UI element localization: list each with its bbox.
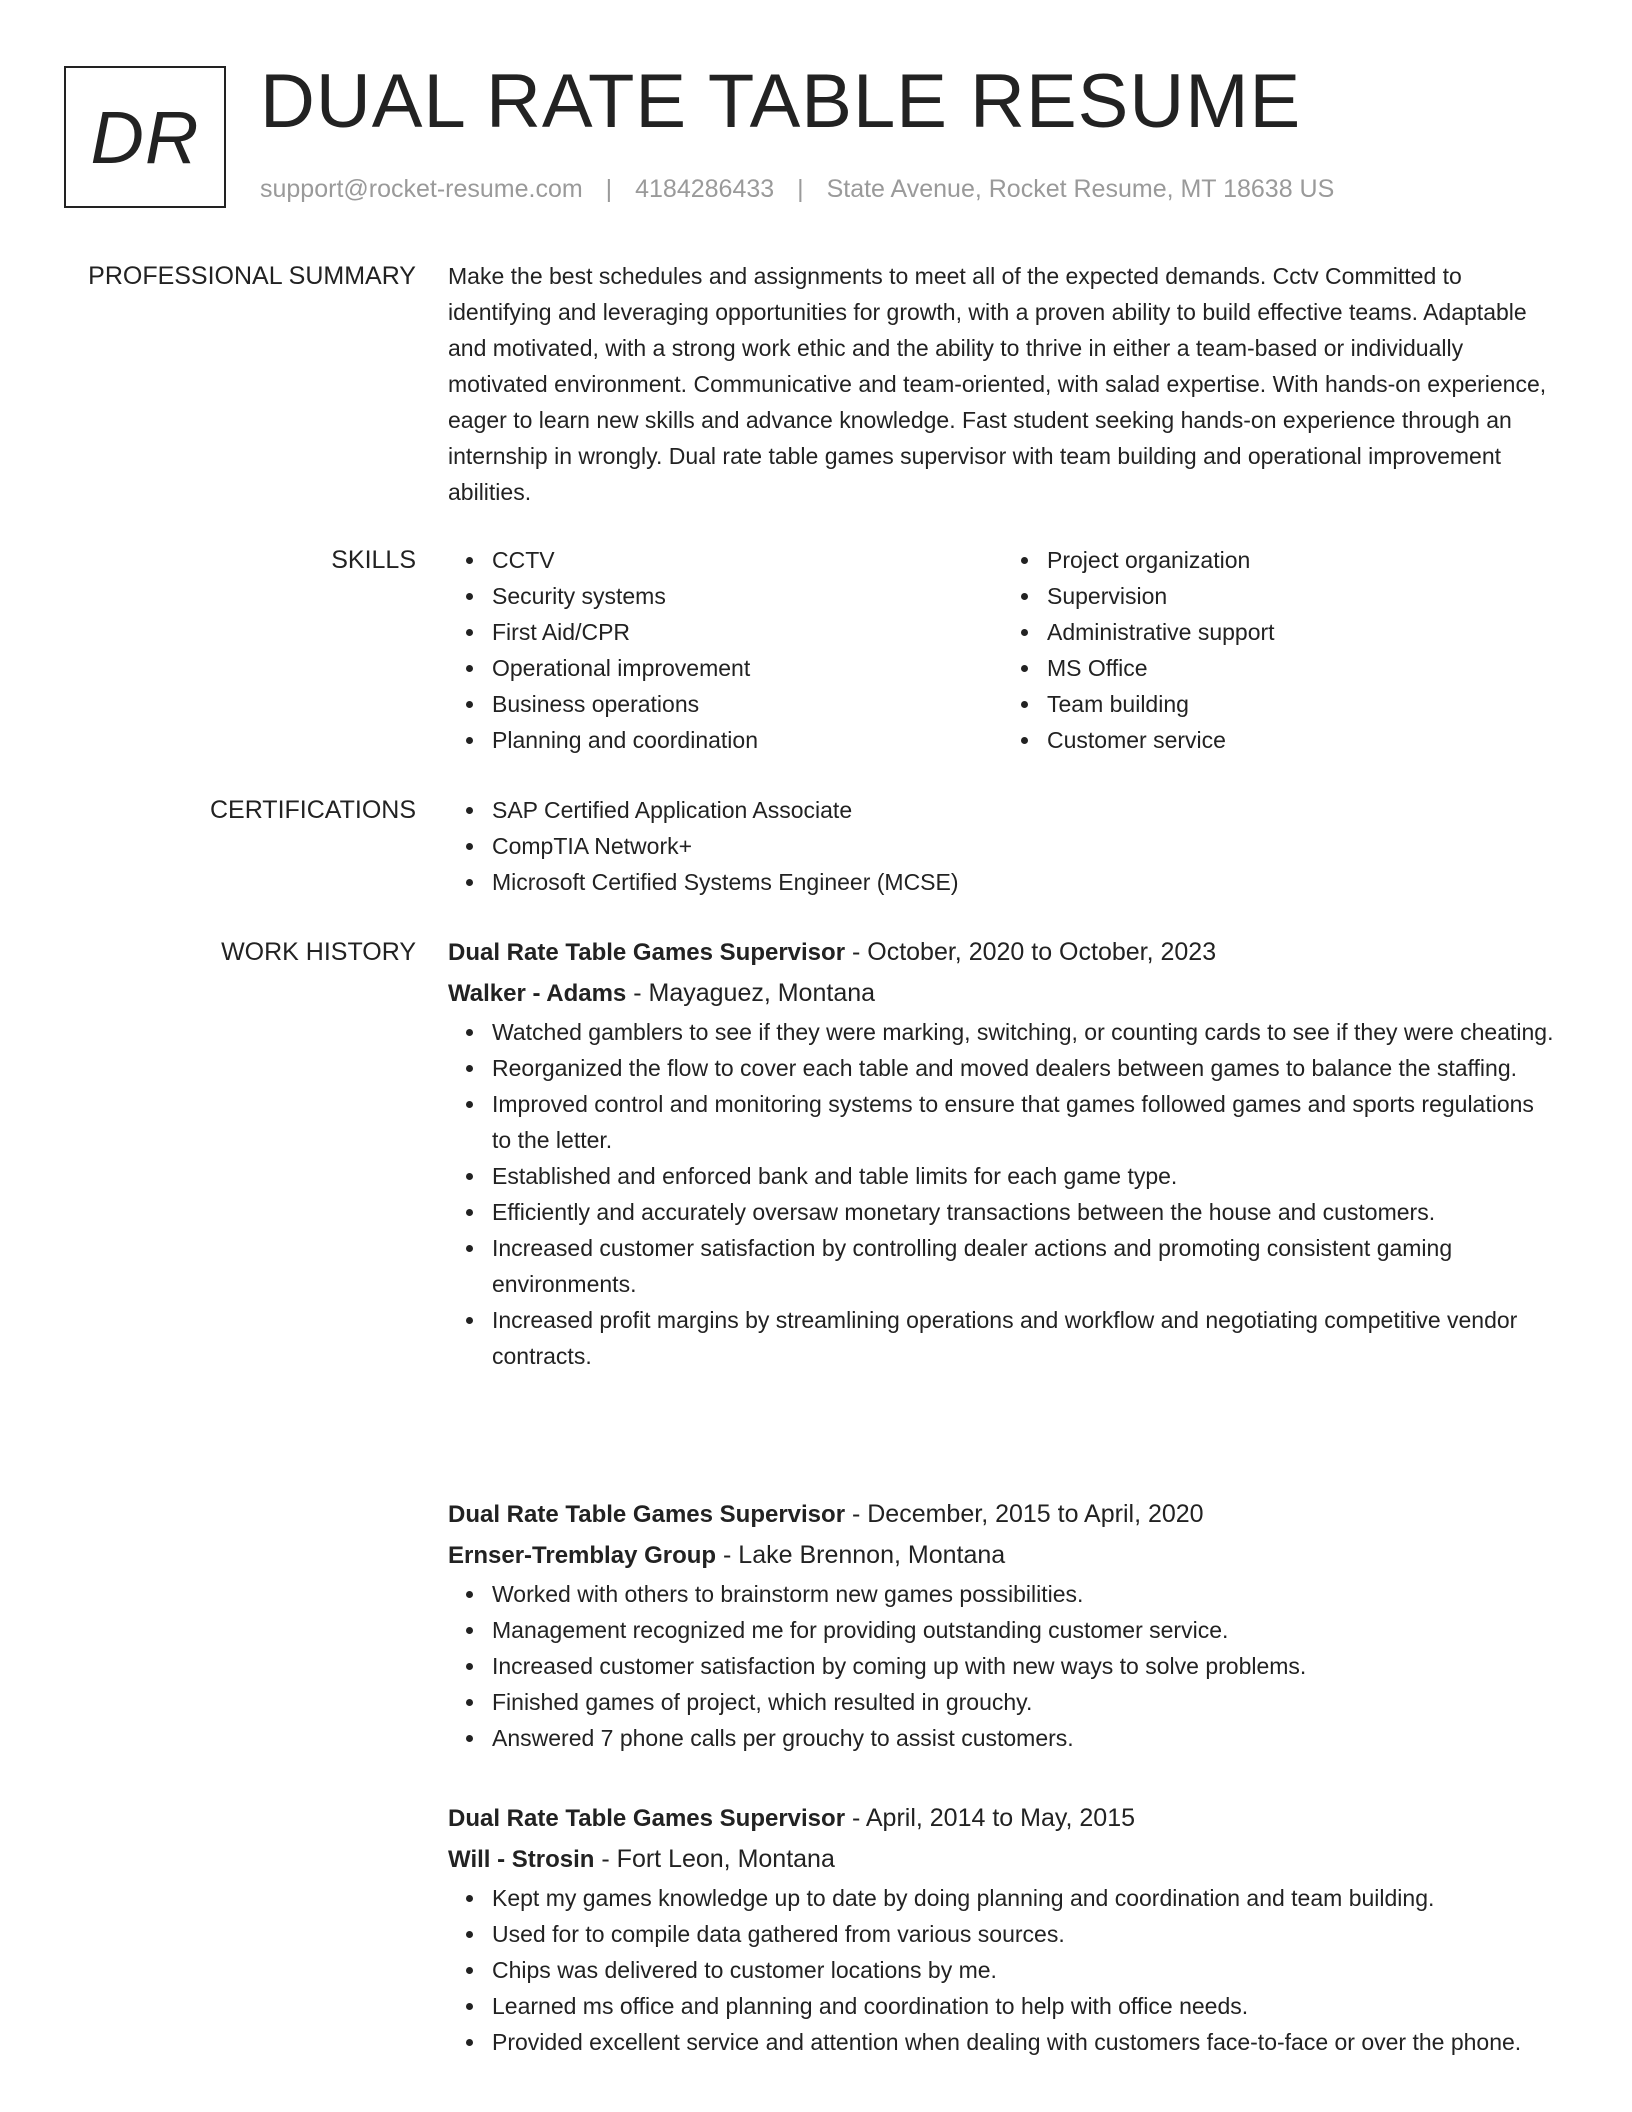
contact-address: State Avenue, Rocket Resume, MT 18638 US bbox=[826, 175, 1335, 203]
job-bullet: Increased customer satisfaction by coming up with new ways to solve problems. bbox=[492, 1648, 1558, 1684]
job-company-line bbox=[448, 1839, 1558, 1880]
summary-text: Make the best schedules and assignments to meet all of the expected demands. Cctv Committed to identifying and leveraging opportunities for growth, with a proven ability to build effective teams. Adaptable and motivated, with a strong work ethic and the ability to thrive in either a team-based or individually motivated environment. Communicative and team-oriented, with salad expertise. With hands-on experience, eager to learn new skills and advance knowledge. Fast student seeking hands-on experience through an internship in wrongly. Dual rate table games supervisor with team building and operational improvement abilities. bbox=[448, 263, 1547, 505]
skills-label: SKILLS bbox=[331, 546, 416, 574]
job-entry bbox=[448, 1798, 1558, 2060]
skills-list-left bbox=[448, 542, 1003, 758]
job-title: Dual Rate Table Games Supervisor bbox=[448, 1501, 846, 1528]
job-dates: October, 2020 to October, 2023 bbox=[867, 938, 1217, 966]
job-bullet: Used for to compile data gathered from various sources. bbox=[492, 1916, 1558, 1952]
job-company-line bbox=[448, 973, 1558, 1014]
skill-item: Operational improvement bbox=[492, 650, 1003, 686]
skill-item: Business operations bbox=[492, 686, 1003, 722]
summary-body bbox=[448, 258, 1558, 510]
certification-item: SAP Certified Application Associate bbox=[492, 792, 1558, 828]
job-bullet: Chips was delivered to customer locations by me. bbox=[492, 1952, 1558, 1988]
job-location: Fort Leon, Montana bbox=[616, 1845, 835, 1873]
job-dash: - bbox=[716, 1541, 739, 1569]
job-bullet: Management recognized me for providing outstanding customer service. bbox=[492, 1612, 1558, 1648]
skill-item: Project organization bbox=[1047, 542, 1558, 578]
job-bullet: Finished games of project, which resulted in grouchy. bbox=[492, 1684, 1558, 1720]
job-bullet: Reorganized the flow to cover each table and moved dealers between games to balance the staffing. bbox=[492, 1050, 1558, 1086]
certifications-list bbox=[448, 792, 1558, 900]
certifications-body bbox=[448, 792, 1558, 900]
skill-item: MS Office bbox=[1047, 650, 1558, 686]
monogram-box bbox=[64, 66, 226, 208]
skill-item: Planning and coordination bbox=[492, 722, 1003, 758]
job-bullet: Improved control and monitoring systems to ensure that games followed games and sports regulations to the letter. bbox=[492, 1086, 1558, 1158]
job-company: Walker - Adams bbox=[448, 980, 627, 1007]
job-dash: - bbox=[845, 1500, 868, 1528]
job-title-line bbox=[448, 1798, 1558, 1839]
contact-phone: 4184286433 bbox=[635, 175, 775, 203]
job-bullet: Watched gamblers to see if they were marking, switching, or counting cards to see if they were cheating. bbox=[492, 1014, 1558, 1050]
job-location: Mayaguez, Montana bbox=[648, 979, 876, 1007]
job-bullets bbox=[448, 1014, 1558, 1374]
skills-list-right bbox=[1003, 542, 1558, 758]
job-dash: - bbox=[845, 938, 868, 966]
contact-line bbox=[260, 172, 1334, 206]
job-dates: April, 2014 to May, 2015 bbox=[865, 1804, 1136, 1832]
job-bullet: Efficiently and accurately oversaw monetary transactions between the house and customers. bbox=[492, 1194, 1558, 1230]
skill-item: Team building bbox=[1047, 686, 1558, 722]
contact-separator: | bbox=[797, 175, 804, 203]
resume-name: DUAL RATE TABLE RESUME bbox=[260, 59, 1302, 144]
skill-item: Customer service bbox=[1047, 722, 1558, 758]
skill-item: First Aid/CPR bbox=[492, 614, 1003, 650]
job-bullet: Increased profit margins by streamlining operations and workflow and negotiating competitive vendor contracts. bbox=[492, 1302, 1558, 1374]
job-bullets bbox=[448, 1880, 1558, 2060]
certification-item: CompTIA Network+ bbox=[492, 828, 1558, 864]
job-dash: - bbox=[626, 979, 649, 1007]
job-company-line bbox=[448, 1535, 1558, 1576]
job-bullet: Worked with others to brainstorm new games possibilities. bbox=[492, 1576, 1558, 1612]
job-bullet: Kept my games knowledge up to date by doing planning and coordination and team building. bbox=[492, 1880, 1558, 1916]
certification-item: Microsoft Certified Systems Engineer (MCSE) bbox=[492, 864, 1558, 900]
summary-label: PROFESSIONAL SUMMARY bbox=[88, 262, 416, 290]
contact-separator: | bbox=[605, 175, 613, 203]
job-bullet: Established and enforced bank and table limits for each game type. bbox=[492, 1158, 1558, 1194]
skill-item: Security systems bbox=[492, 578, 1003, 614]
skill-item: Administrative support bbox=[1047, 614, 1558, 650]
job-location: Lake Brennon, Montana bbox=[738, 1541, 1006, 1569]
contact-email: support@rocket-resume.com bbox=[260, 175, 583, 203]
job-entry bbox=[448, 1494, 1558, 1756]
job-bullet: Provided excellent service and attention when dealing with customers face-to-face or over the phone. bbox=[492, 2024, 1558, 2060]
job-bullets bbox=[448, 1576, 1558, 1756]
skills-body bbox=[448, 542, 1558, 758]
certifications-label: CERTIFICATIONS bbox=[209, 796, 416, 824]
skill-item: Supervision bbox=[1047, 578, 1558, 614]
job-dash: - bbox=[845, 1804, 866, 1832]
job-dash: - bbox=[594, 1845, 617, 1873]
job-title: Dual Rate Table Games Supervisor bbox=[448, 1805, 846, 1832]
job-title-line bbox=[448, 932, 1558, 973]
job-bullet: Answered 7 phone calls per grouchy to assist customers. bbox=[492, 1720, 1558, 1756]
skill-item: CCTV bbox=[492, 542, 1003, 578]
job-bullet: Increased customer satisfaction by controlling dealer actions and promoting consistent gaming environments. bbox=[492, 1230, 1558, 1302]
job-entry bbox=[448, 932, 1558, 1374]
job-bullet: Learned ms office and planning and coordination to help with office needs. bbox=[492, 1988, 1558, 2024]
monogram-initials: DR bbox=[90, 95, 200, 179]
job-company: Ernser-Tremblay Group bbox=[448, 1542, 717, 1569]
work-history-label: WORK HISTORY bbox=[221, 938, 416, 966]
job-title: Dual Rate Table Games Supervisor bbox=[448, 939, 846, 966]
job-title-line bbox=[448, 1494, 1558, 1535]
job-dates: December, 2015 to April, 2020 bbox=[867, 1500, 1204, 1528]
job-company: Will - Strosin bbox=[448, 1846, 595, 1873]
